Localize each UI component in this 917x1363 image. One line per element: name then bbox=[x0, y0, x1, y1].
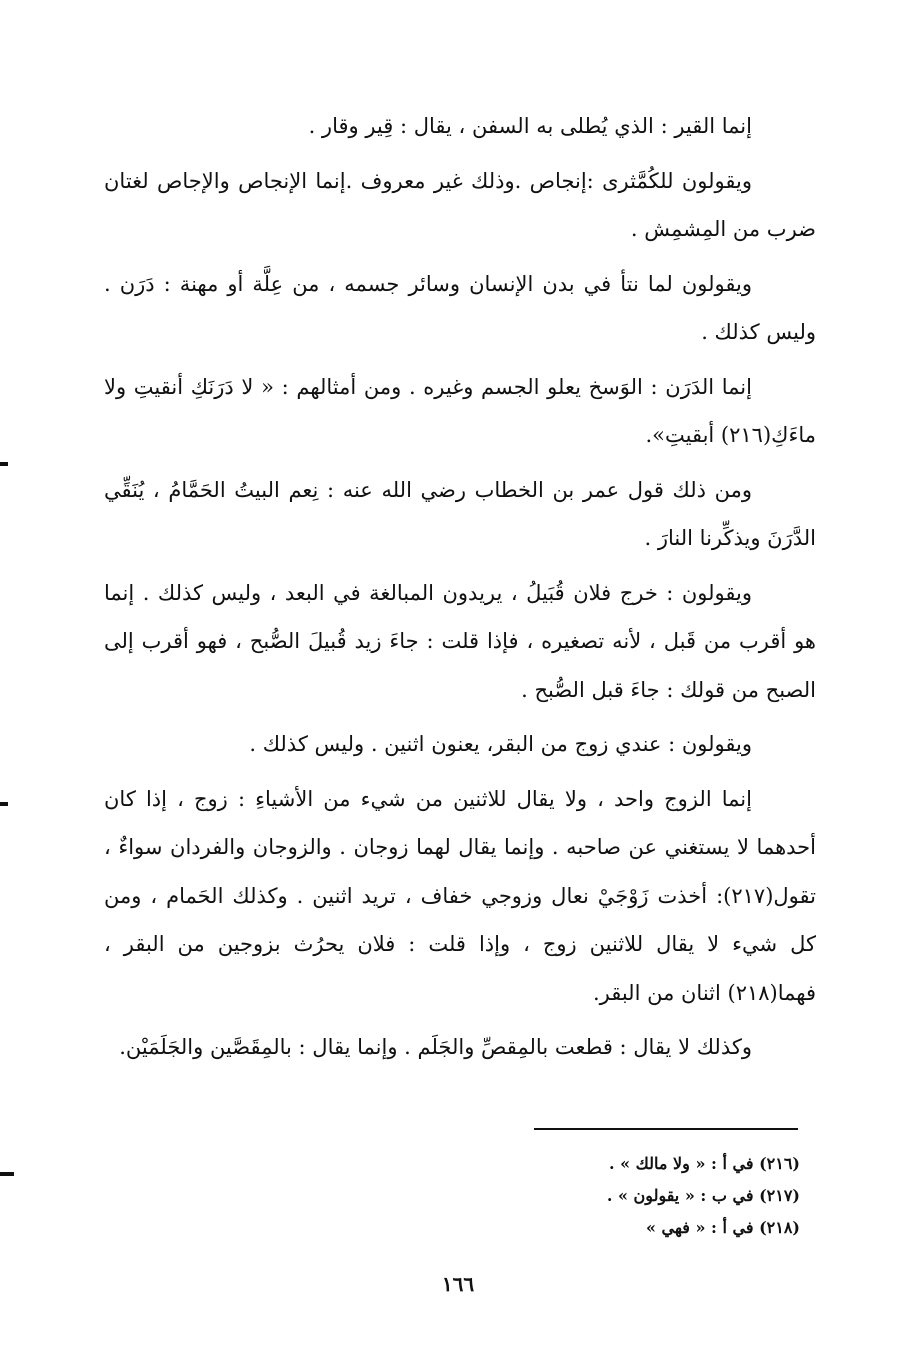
paragraph: ويقولون : خرج فلان قُبَيلُ ، يريدون المبالغة في البعد ، وليس كذلك . إنما هو أقرب من قَبل ، لأنه تصغيره ، فإذا قلت : جاءَ زيد قُبيلَ الصُّبح ، فهو أقرب إلى الصبح من قولك : جاءَ قبل الصُّبح . bbox=[104, 580, 816, 702]
paragraph: ويقولون : عندي زوج من البقر، يعنون اثنين . وليس كذلك . bbox=[249, 732, 752, 756]
paragraph: ومن ذلك قول عمر بن الخطاب رضي الله عنه : نِعم البيتُ الحَمَّامُ ، يُنَقِّي الدَّرَنَ ويذكِّرنا النارَ . bbox=[104, 477, 816, 550]
footnote: (٢١٧) في ب : « يقولون » . bbox=[606, 1186, 800, 1205]
page-number: ١٦٦ bbox=[441, 1272, 475, 1296]
scan-edge-mark bbox=[0, 462, 8, 466]
scan-edge-mark bbox=[0, 802, 8, 806]
paragraph: إنما القير : الذي يُطلى به السفن ، يقال : قِير وقار . bbox=[308, 114, 752, 138]
scan-edge-mark bbox=[0, 1172, 14, 1176]
paragraph: ويقولون لما نتأ في بدن الإنسان وسائر جسمه ، من عِلَّة أو مهنة : دَرَن . وليس كذلك . bbox=[104, 271, 816, 344]
footnote-divider bbox=[534, 1128, 798, 1130]
paragraph: إنما الدَرَن : الوَسخ يعلو الجسم وغيره . ومن أمثالهم : « لا دَرَنَكِ أنقيتِ ولا ماءَكِ(٢١٦) أبقيتِ». bbox=[104, 374, 816, 447]
footnotes bbox=[300, 1148, 800, 1244]
main-text bbox=[104, 102, 816, 1078]
footnote: (٢١٨) في أ : « فهي » bbox=[645, 1218, 800, 1237]
paragraph: إنما الزوج واحد ، ولا يقال للاثنين من شيء من الأشياءِ : زوج ، إذا كان أحدهما لا يستغني عن صاحبه . وإنما يقال لهما زوجان . والزوجان والفردان سواءٌ ، تقول(٢١٧): أخذت زَوْجَيْ نعال وزوجي خفاف ، تريد اثنين . وكذلك الحَمام ، ومن كل شيء لا يقال للاثنين زوج ، وإذا قلت : فلان يحرُث بزوجين من البقر ، فهما(٢١٨) اثنان من البقر. bbox=[104, 786, 816, 1005]
footnote: (٢١٦) في أ : « ولا مالك » . bbox=[608, 1154, 800, 1173]
paragraph: ويقولون للكُمَّثرى :إنجاص .وذلك غير معروف .إنما الإنجاص والإجاص لغتان ضرب من المِشمِش . bbox=[104, 168, 816, 241]
paragraph: وكذلك لا يقال : قطعت بالمِقصِّ والجَلَم . وإنما يقال : بالمِقَصَّين والجَلَمَيْن. bbox=[119, 1035, 752, 1059]
